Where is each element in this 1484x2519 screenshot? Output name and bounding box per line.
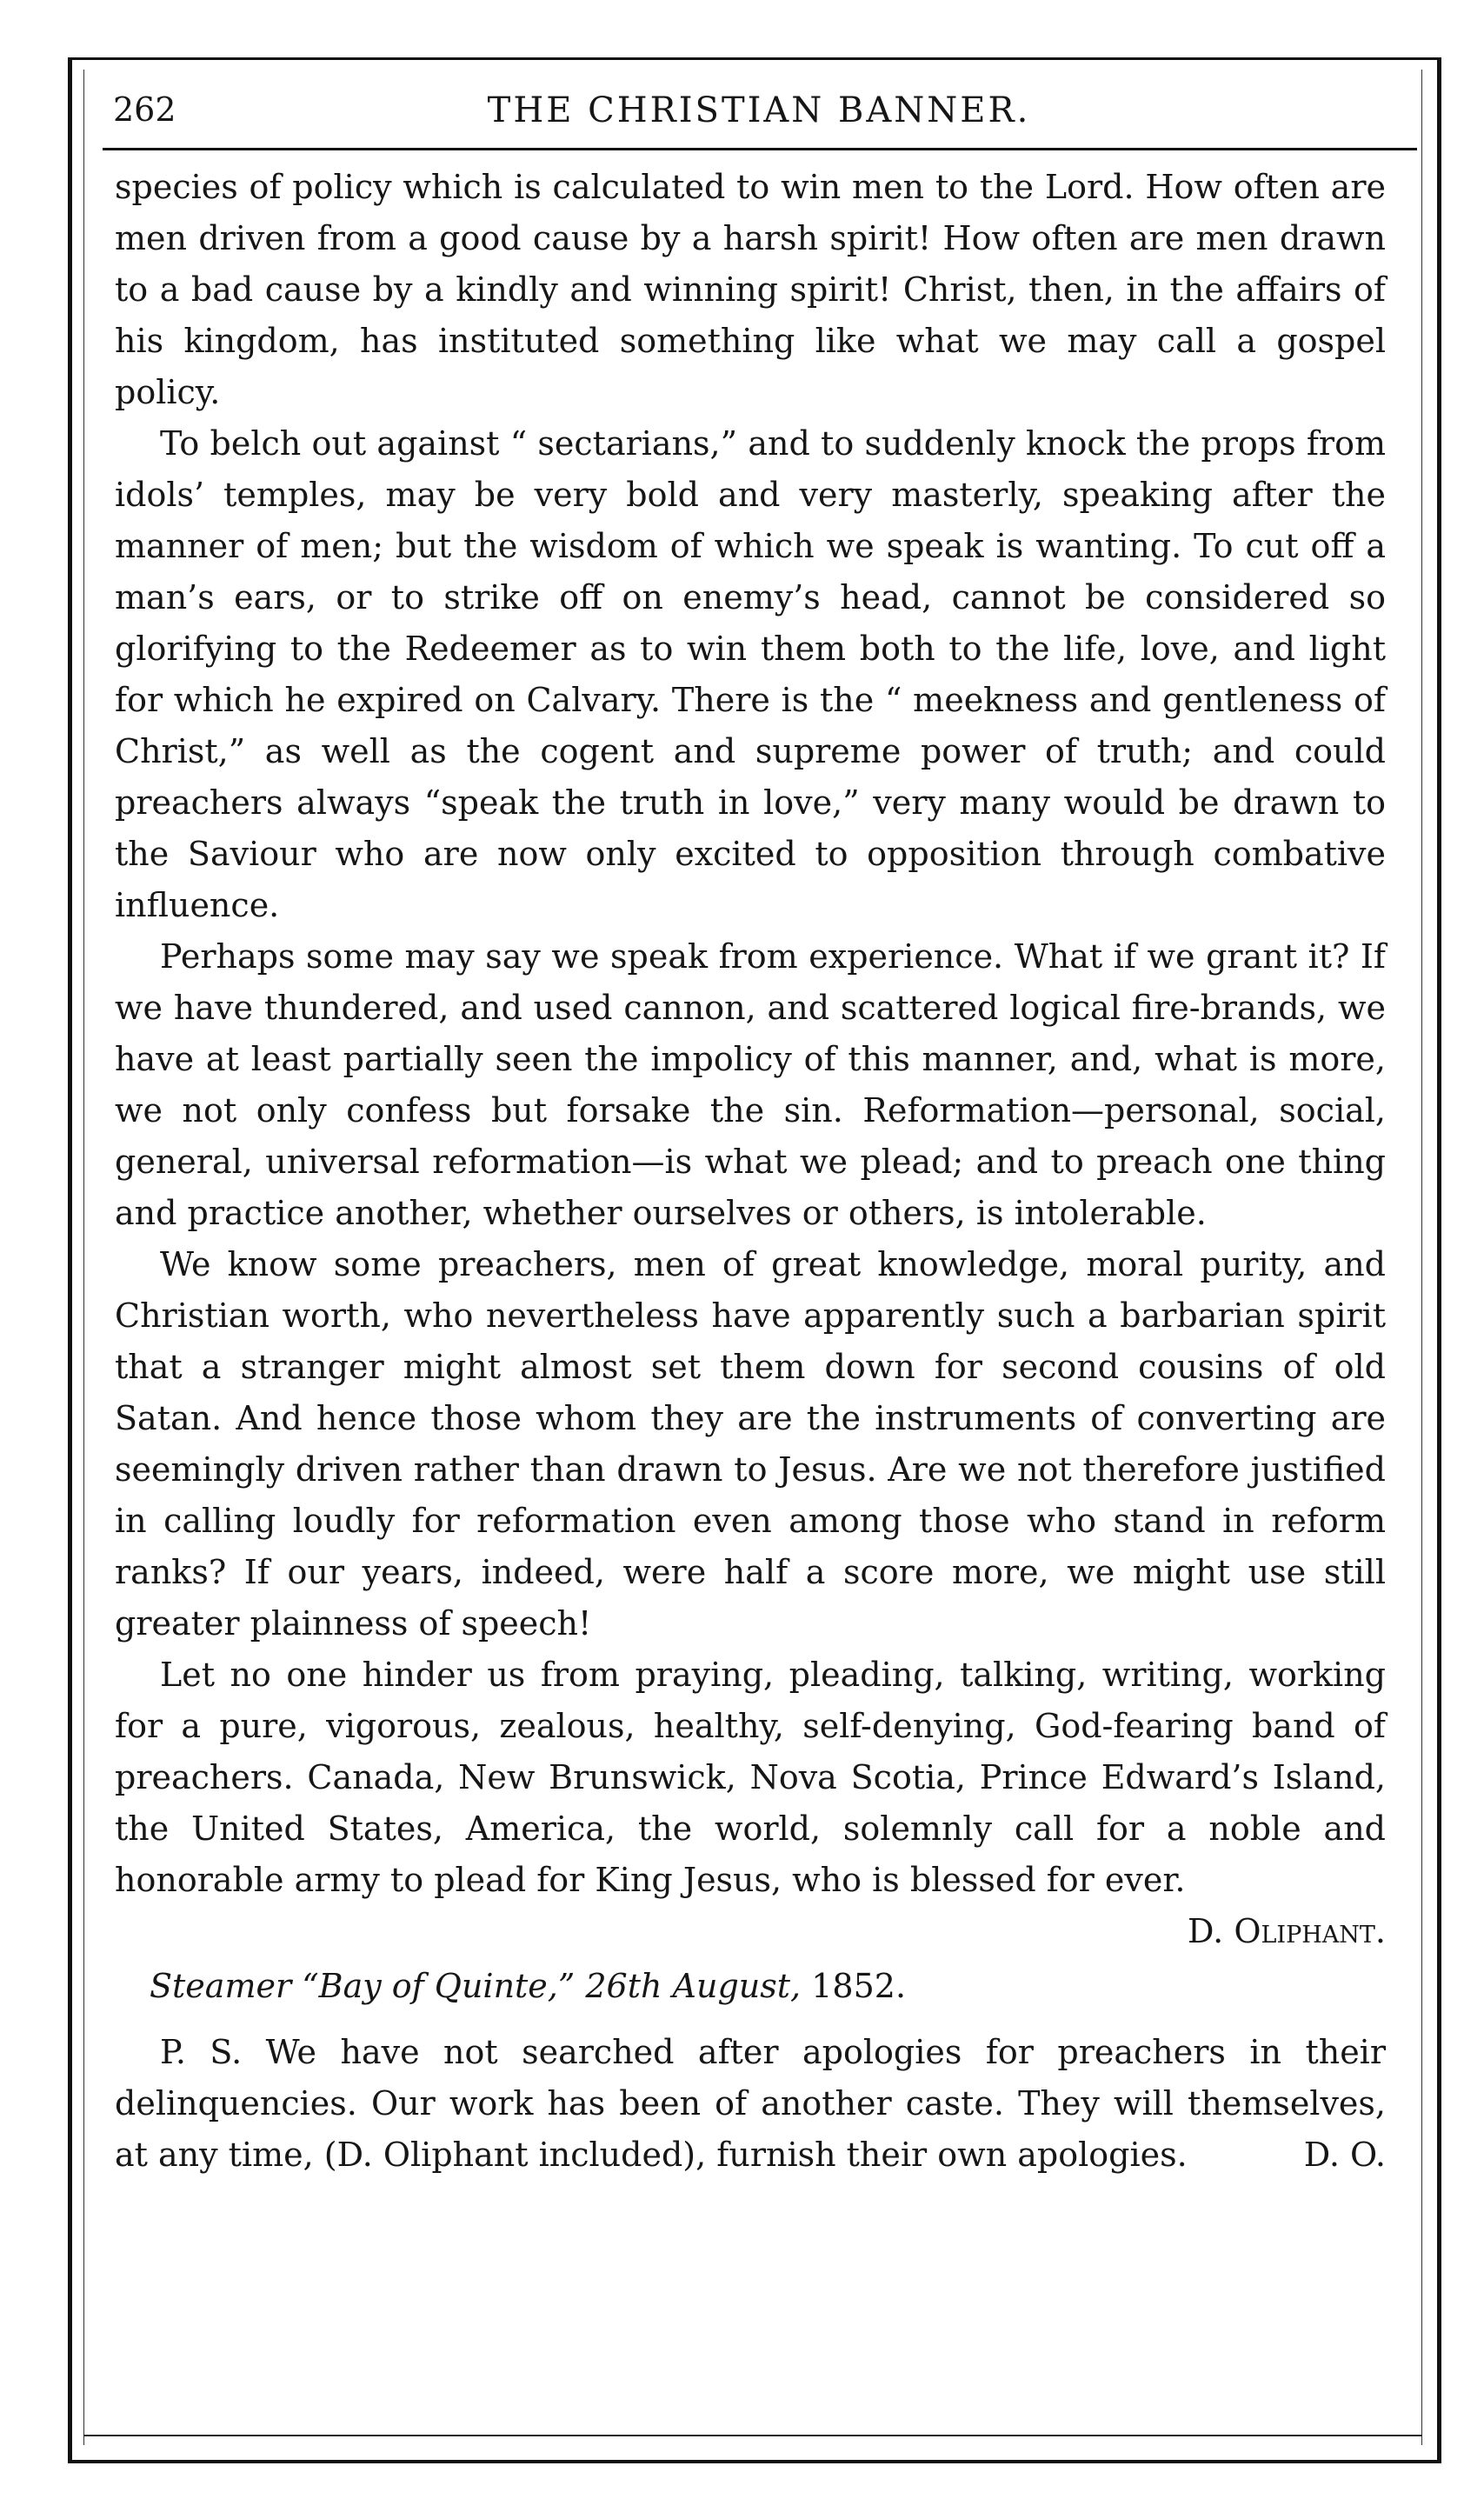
postscript-signature: D. O. xyxy=(1303,2136,1386,2174)
page-header xyxy=(113,85,1405,146)
paragraph-4: We know some preachers, men of great knowledge, moral purity, and Christian worth, who nevertheless have apparently such a barbarian spirit that a stranger might almost set them down for second cousins of old Satan. And hence those whom they are the instruments of converting are seemingly driven rather than drawn to Jesus. Are we not therefore justified in calling loudly for reformation even among those who stand in reform ranks? If our years, indeed, were half a score more, we might use still greater plainness of speech! xyxy=(115,1245,1386,1643)
header-rule xyxy=(103,148,1417,150)
dateline-text: Steamer “Bay of Quinte,” 26th August, xyxy=(150,1967,802,2005)
running-title: THE CHRISTIAN BANNER. xyxy=(487,90,1031,130)
paragraph-5: Let no one hinder us from praying, pleading, talking, writing, working for a pure, vigorous, zealous, healthy, self-denying, God-fearing band of preachers. Canada, New Brunswick, Nova Scotia, Prince Edward’s Island, the United States, America, the world, solemnly call for a noble and honorable army to plead for King Jesus, who is blessed for ever. xyxy=(115,1656,1386,1899)
postscript: P. S. We have not searched after apologies for preachers in their delinquencies. Our work has been of another caste. They will themselves, at any time, (D. Oliphant included), furnish their own apologies. xyxy=(115,2033,1386,2174)
bottom-rule xyxy=(83,2435,1422,2436)
author-signature: D. Oliphant. xyxy=(1188,1912,1386,1950)
article-body xyxy=(115,162,1386,2181)
dateline xyxy=(115,1957,1386,2015)
dateline-year: 1852. xyxy=(811,1967,907,2005)
paragraph-2: To belch out against “ sectarians,” and to suddenly knock the props from idols’ temples, may be very bold and very masterly, speaking after the manner of men; but the wisdom of which we speak is wanting. To cut off a man’s ears, or to strike off on enemy’s head, cannot be considered so glorifying to the Redeemer as to win them both to the life, love, and light for which he expired on Calvary. There is the “ meekness and gentleness of Christ,” as well as the cogent and supreme power of truth; and could preachers always “speak the truth in love,” very many would be drawn to the Saviour who are now only excited to opposition through combative influence. xyxy=(115,424,1386,924)
paragraph-1: species of policy which is calculated to win men to the Lord. How often are men driven from a good cause by a harsh spirit! How often are men drawn to a bad cause by a kindly and winning spirit! Christ, then, in the affairs of his kingdom, has instituted something like what we may call a gospel policy. xyxy=(115,168,1386,411)
paragraph-3: Perhaps some may say we speak from experience. What if we grant it? If we have thundered, and used cannon, and scattered logical fire-brands, we have at least partially seen the impolicy of this manner, and, what is more, we not only confess but forsake the sin. Reformation—personal, social, general, universal reformation—is what we plead; and to preach one thing and practice another, whether ourselves or others, is intolerable. xyxy=(115,937,1386,1232)
page-number: 262 xyxy=(113,90,176,129)
